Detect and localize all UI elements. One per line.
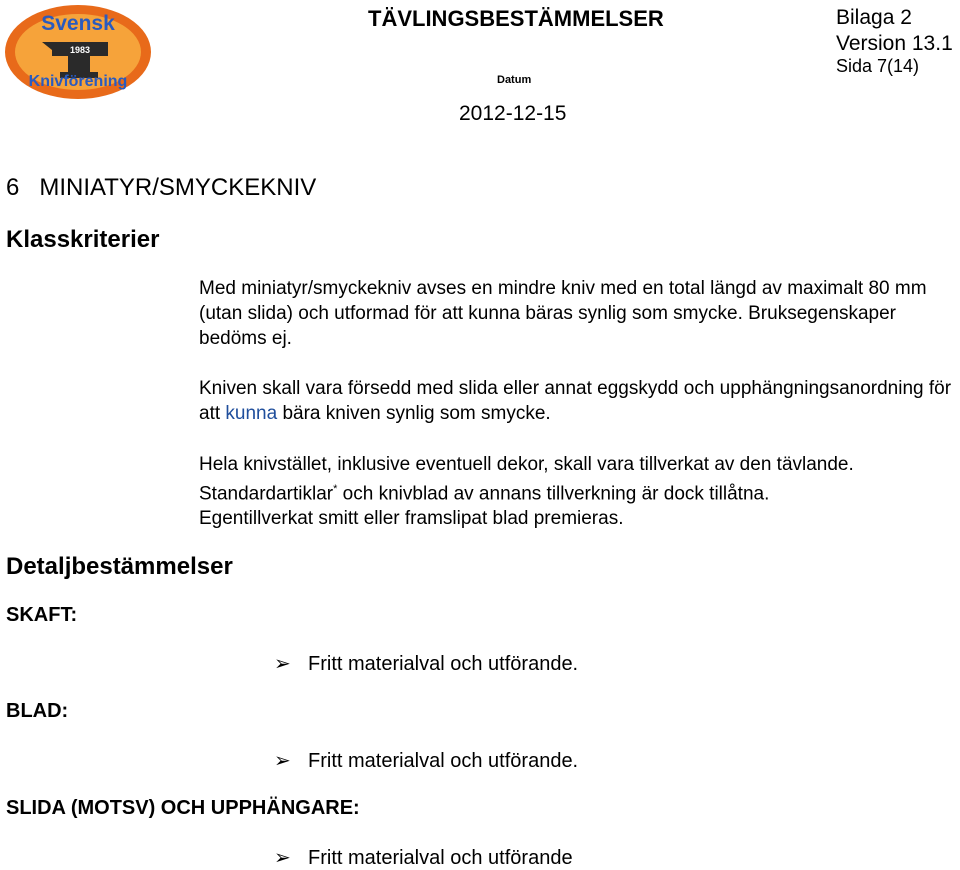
bullet-arrow-icon: ➢ [274,750,291,772]
footnote-marker: * [333,483,338,495]
blade-bullet-text: Fritt materialval och utförande. [308,750,579,772]
section-title: MINIATYR/SMYCKEKNIV [39,174,317,201]
details-heading: Detaljbestämmelser [6,553,233,580]
manufacturing-line-2 [199,477,959,506]
logo-bottom-text: Knivförening [28,73,128,90]
paragraph-definition: Med miniatyr/smyckekniv avses en mindre kniv med en total längd av maximalt 80 mm (utan slida) och utformad för att kunna bäras synlig som smycke. Bruksegenskaper bedöms ej. [199,278,927,349]
bullet-arrow-icon: ➢ [274,847,291,869]
sheath-bullet-text: Fritt materialval och utförande [308,847,573,869]
paragraph-sheath-text-a: Kniven skall vara försedd med slida eller annat eggskydd och upphängningsanordning för att [199,378,952,424]
section-heading [6,174,316,202]
sheath-label: SLIDA (MOTSV) OCH UPPHÄNGARE: [6,797,360,819]
paragraph-sheath-requirement [199,376,959,426]
logo-year: 1983 [69,45,91,55]
page-number: Sida 7(14) [836,56,920,76]
section-number: 6 [6,174,20,201]
bullet-arrow-icon: ➢ [274,653,291,675]
logo-top-text: Svensk [41,12,115,35]
blade-bullet [274,748,578,773]
allowed-text: och knivblad av annans tillverkning är dock tillåtna. [337,483,770,505]
attachment-label: Bilaga 2 [836,6,912,29]
paragraph-manufacturing [199,452,959,531]
blade-label: BLAD: [6,700,69,722]
document-date: 2012-12-15 [459,102,567,125]
manufacturing-line-3: Egentillverkat smitt eller framslipat blad premieras. [199,508,624,530]
club-logo [2,2,154,102]
paragraph-sheath-text-b: bära kniven synlig som smycke. [277,403,551,424]
standard-articles-text: Standardartiklar [199,483,334,505]
date-label: Datum [497,74,532,86]
manufacturing-line-1: Hela knivstället, inklusive eventuell dekor, skall vara tillverkat av den tävlande. [199,454,854,475]
version-label: Version 13.1 [836,32,953,55]
document-title: TÄVLINGSBESTÄMMELSER [368,6,664,31]
handle-label: SKAFT: [6,604,78,626]
highlighted-word: kunna [225,403,278,424]
logo-emblem [2,2,154,102]
handle-bullet [274,651,578,676]
class-criteria-heading: Klasskriterier [6,226,160,253]
handle-bullet-text: Fritt materialval och utförande. [308,653,579,675]
sheath-bullet [274,845,573,870]
